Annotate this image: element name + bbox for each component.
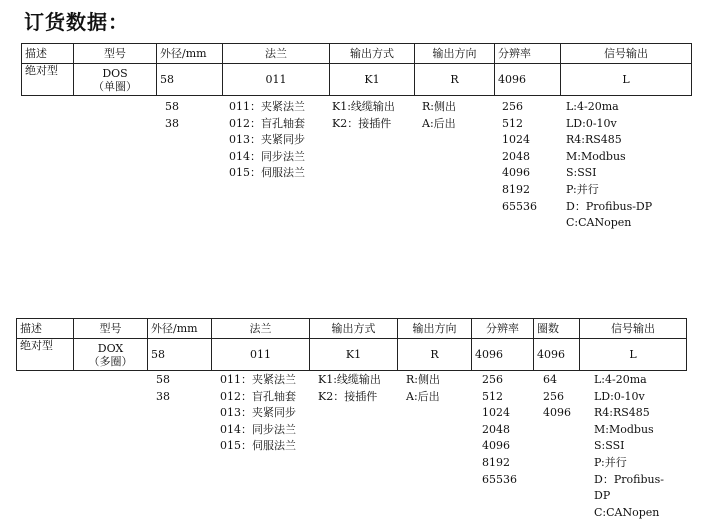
option-item: P:并行 bbox=[594, 455, 627, 469]
header-output-direction: 输出方向 bbox=[415, 44, 495, 64]
option-item: S:SSI bbox=[594, 439, 625, 453]
option-item: C:CANopen bbox=[566, 216, 632, 230]
cell-turns: 4096 bbox=[534, 339, 580, 371]
option-item: 2048 bbox=[502, 149, 530, 163]
cell-resolution: 4096 bbox=[472, 339, 534, 371]
option-item: 011：夹紧法兰 bbox=[229, 100, 305, 113]
cell-model bbox=[74, 339, 148, 371]
option-item: 65536 bbox=[502, 199, 537, 213]
header-model: 型号 bbox=[74, 319, 148, 339]
diameter-options bbox=[165, 99, 179, 132]
option-item: K2：接插件 bbox=[332, 116, 392, 130]
option-item: R4:RS485 bbox=[566, 133, 622, 147]
cell-model bbox=[74, 64, 157, 96]
output-mode-options bbox=[332, 99, 395, 132]
option-item: R:侧出 bbox=[406, 373, 440, 386]
option-item: 4096 bbox=[502, 166, 530, 180]
option-item: 4096 bbox=[543, 406, 571, 420]
cell-output-direction: R bbox=[398, 339, 472, 371]
header-description: 描述 bbox=[17, 319, 74, 339]
option-item: M:Modbus bbox=[566, 149, 626, 163]
option-item: 512 bbox=[482, 389, 503, 403]
output-direction-options bbox=[422, 99, 456, 132]
option-item: 64 bbox=[543, 373, 557, 386]
option-item: 013：夹紧同步 bbox=[229, 133, 305, 147]
table-row bbox=[17, 339, 687, 371]
cell-diameter: 58 bbox=[148, 339, 212, 371]
option-item: 512 bbox=[502, 116, 523, 130]
option-item: A:后出 bbox=[422, 116, 456, 130]
turns-options bbox=[543, 372, 571, 422]
option-item: 013：夹紧同步 bbox=[220, 406, 296, 420]
option-item: L:4-20ma bbox=[594, 373, 647, 386]
option-item: LD:0-10v bbox=[594, 389, 645, 403]
cell-description: 绝对型 bbox=[22, 64, 74, 96]
option-item: 58 bbox=[165, 100, 179, 113]
header-turns: 圈数 bbox=[534, 319, 580, 339]
output-mode-options bbox=[318, 372, 381, 405]
option-item: LD:0-10v bbox=[566, 116, 617, 130]
model-variant: （单圈） bbox=[93, 79, 137, 93]
header-resolution: 分辨率 bbox=[495, 44, 561, 64]
option-item: D：Profibus-DP bbox=[566, 199, 653, 213]
signal-output-options bbox=[566, 99, 652, 232]
option-item: 014：同步法兰 bbox=[229, 149, 305, 163]
option-item: S:SSI bbox=[566, 166, 597, 180]
header-output-mode: 输出方式 bbox=[310, 319, 398, 339]
option-item: 256 bbox=[502, 100, 523, 113]
option-item: 015：伺服法兰 bbox=[220, 439, 296, 453]
header-signal-output: 信号输出 bbox=[561, 44, 692, 64]
order-table-single-turn bbox=[21, 43, 692, 96]
table-row bbox=[22, 64, 692, 96]
output-direction-options bbox=[406, 372, 440, 405]
resolution-options bbox=[482, 372, 517, 488]
option-item: M:Modbus bbox=[594, 422, 654, 436]
header-diameter: 外径/mm bbox=[148, 319, 212, 339]
cell-diameter: 58 bbox=[157, 64, 223, 96]
diameter-options bbox=[156, 372, 170, 405]
table-header-row bbox=[17, 319, 687, 339]
order-table-multi-turn bbox=[16, 318, 687, 371]
header-signal-output: 信号输出 bbox=[580, 319, 687, 339]
option-item: 2048 bbox=[482, 422, 510, 436]
option-item: 8192 bbox=[482, 455, 510, 469]
cell-output-mode: K1 bbox=[330, 64, 415, 96]
option-item: K2：接插件 bbox=[318, 389, 378, 403]
option-item: 38 bbox=[165, 116, 179, 130]
option-item: D：Profibus- bbox=[594, 472, 664, 486]
option-item: 014：同步法兰 bbox=[220, 422, 296, 436]
option-item: L:4-20ma bbox=[566, 100, 619, 113]
header-flange: 法兰 bbox=[212, 319, 310, 339]
option-item: 58 bbox=[156, 373, 170, 386]
header-model: 型号 bbox=[74, 44, 157, 64]
option-item: 256 bbox=[543, 389, 564, 403]
page-title: 订货数据： bbox=[24, 10, 129, 34]
option-item: 012：盲孔轴套 bbox=[229, 116, 305, 130]
resolution-options bbox=[502, 99, 537, 215]
option-item: 1024 bbox=[482, 406, 510, 420]
option-item: P:并行 bbox=[566, 182, 599, 196]
option-item: K1:线缆输出 bbox=[332, 100, 395, 113]
cell-resolution: 4096 bbox=[495, 64, 561, 96]
option-item: A:后出 bbox=[406, 389, 440, 403]
option-item: 015：伺服法兰 bbox=[229, 166, 305, 180]
header-description: 描述 bbox=[22, 44, 74, 64]
header-output-mode: 输出方式 bbox=[330, 44, 415, 64]
cell-output-mode: K1 bbox=[310, 339, 398, 371]
header-resolution: 分辨率 bbox=[472, 319, 534, 339]
model-code: DOS bbox=[102, 66, 128, 80]
option-item: C:CANopen bbox=[594, 505, 660, 519]
option-item: 1024 bbox=[502, 133, 530, 147]
option-item: 012：盲孔轴套 bbox=[220, 389, 296, 403]
option-item: 38 bbox=[156, 389, 170, 403]
cell-flange: 011 bbox=[212, 339, 310, 371]
header-flange: 法兰 bbox=[223, 44, 330, 64]
signal-output-options bbox=[594, 372, 664, 521]
option-item: 011：夹紧法兰 bbox=[220, 373, 296, 386]
model-code: DOX bbox=[97, 341, 124, 355]
header-diameter: 外径/mm bbox=[157, 44, 223, 64]
cell-signal-output: L bbox=[580, 339, 687, 371]
flange-options bbox=[220, 372, 296, 455]
option-item: 256 bbox=[482, 373, 503, 386]
option-item: K1:线缆输出 bbox=[318, 373, 381, 386]
table-header-row bbox=[22, 44, 692, 64]
cell-description: 绝对型 bbox=[17, 339, 74, 371]
cell-output-direction: R bbox=[415, 64, 495, 96]
option-item: DP bbox=[594, 489, 611, 503]
option-item: 65536 bbox=[482, 472, 517, 486]
cell-flange: 011 bbox=[223, 64, 330, 96]
option-item: 8192 bbox=[502, 182, 530, 196]
header-output-direction: 输出方向 bbox=[398, 319, 472, 339]
option-item: R:侧出 bbox=[422, 100, 456, 113]
model-variant: （多圈） bbox=[88, 354, 133, 368]
flange-options bbox=[229, 99, 305, 182]
option-item: R4:RS485 bbox=[594, 406, 650, 420]
cell-signal-output: L bbox=[561, 64, 692, 96]
option-item: 4096 bbox=[482, 439, 510, 453]
